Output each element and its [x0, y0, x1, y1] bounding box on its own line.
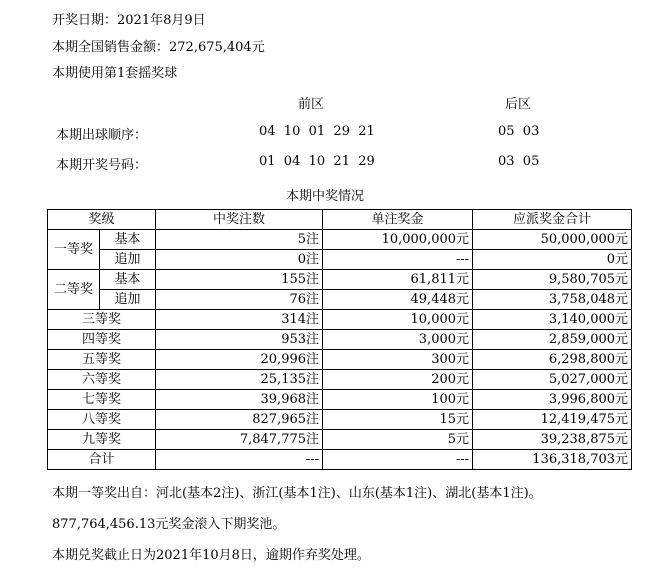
count-cell: 7,847,775注	[156, 430, 323, 450]
prize-cell: 5元	[323, 430, 473, 450]
sorted-back-numbers: 03 05	[498, 154, 540, 169]
first-prize-origin: 本期一等奖出自：河北(基本2注)、浙江(基本1注)、山东(基本1注)、湖北(基本1注)。	[52, 486, 542, 501]
sales-amount: 本期全国销售金额：272,675,404元	[52, 40, 265, 55]
level-cell: 七等奖	[48, 390, 156, 410]
total-cell: 6,298,800元	[473, 350, 632, 370]
jackpot-rollover: 877,764,456.13元奖金滚入下期奖池。	[52, 517, 286, 532]
level-cell: 五等奖	[48, 350, 156, 370]
sub-level-cell: 基本	[100, 230, 156, 250]
ball-set: 本期使用第1套摇奖球	[52, 66, 178, 81]
total-cell: 3,758,048元	[473, 290, 632, 310]
order-front-numbers: 04 10 01 29 21	[259, 124, 375, 139]
order-label: 本期出球顺序：	[56, 128, 148, 143]
level-cell: 一等奖	[48, 230, 100, 270]
count-cell: 39,968注	[156, 390, 323, 410]
front-zone-label: 前区	[298, 97, 325, 112]
sorted-front-numbers: 01 04 10 21 29	[259, 154, 375, 169]
sub-level-cell: 基本	[100, 270, 156, 290]
table-row	[48, 230, 632, 250]
prize-cell: 10,000,000元	[323, 230, 473, 250]
total-cell: 2,859,000元	[473, 330, 632, 350]
header-prize: 单注奖金	[323, 210, 473, 230]
prize-cell: 10,000元	[323, 310, 473, 330]
total-cell: 12,419,475元	[473, 410, 632, 430]
sub-level-cell: 追加	[100, 250, 156, 270]
level-cell: 二等奖	[48, 270, 100, 310]
total-cell: 3,996,800元	[473, 390, 632, 410]
total-cell: 5,027,000元	[473, 370, 632, 390]
header-count: 中奖注数	[156, 210, 323, 230]
table-row	[48, 410, 632, 430]
prize-cell: ---	[323, 250, 473, 270]
count-cell: 25,135注	[156, 370, 323, 390]
level-cell: 六等奖	[48, 370, 156, 390]
total-cell: 50,000,000元	[473, 230, 632, 250]
prize-cell: 49,448元	[323, 290, 473, 310]
sub-level-cell: 追加	[100, 290, 156, 310]
table-header-row	[48, 210, 632, 230]
header-total: 应派奖金合计	[473, 210, 632, 230]
table-row	[48, 330, 632, 350]
count-cell: 0注	[156, 250, 323, 270]
count-cell: 76注	[156, 290, 323, 310]
prize-cell: 300元	[323, 350, 473, 370]
count-cell: ---	[156, 450, 323, 470]
table-row	[48, 290, 632, 310]
table-total-row	[48, 450, 632, 470]
order-back-numbers: 05 03	[498, 124, 540, 139]
total-cell: 39,238,875元	[473, 430, 632, 450]
table-title: 本期中奖情况	[285, 189, 364, 204]
claim-deadline: 本期兑奖截止日为2021年10月8日，逾期作弃奖处理。	[52, 548, 370, 563]
header-level: 奖级	[48, 210, 156, 230]
count-cell: 314注	[156, 310, 323, 330]
total-cell: 0元	[473, 250, 632, 270]
prize-cell: 200元	[323, 370, 473, 390]
draw-date: 开奖日期：2021年8月9日	[52, 13, 206, 28]
level-cell: 八等奖	[48, 410, 156, 430]
sorted-label: 本期开奖号码：	[56, 158, 148, 173]
count-cell: 827,965注	[156, 410, 323, 430]
total-cell: 3,140,000元	[473, 310, 632, 330]
level-cell: 合计	[48, 450, 156, 470]
level-cell: 九等奖	[48, 430, 156, 450]
back-zone-label: 后区	[505, 97, 532, 112]
count-cell: 20,996注	[156, 350, 323, 370]
total-cell: 136,318,703元	[473, 450, 632, 470]
table-row	[48, 250, 632, 270]
total-cell: 9,580,705元	[473, 270, 632, 290]
level-cell: 四等奖	[48, 330, 156, 350]
table-row	[48, 370, 632, 390]
count-cell: 155注	[156, 270, 323, 290]
table-row	[48, 430, 632, 450]
level-cell: 三等奖	[48, 310, 156, 330]
prize-table	[47, 209, 632, 470]
count-cell: 5注	[156, 230, 323, 250]
prize-cell: 3,000元	[323, 330, 473, 350]
prize-cell: ---	[323, 450, 473, 470]
prize-cell: 15元	[323, 410, 473, 430]
table-row	[48, 270, 632, 290]
prize-cell: 61,811元	[323, 270, 473, 290]
table-row	[48, 350, 632, 370]
count-cell: 953注	[156, 330, 323, 350]
prize-cell: 100元	[323, 390, 473, 410]
table-row	[48, 310, 632, 330]
table-row	[48, 390, 632, 410]
